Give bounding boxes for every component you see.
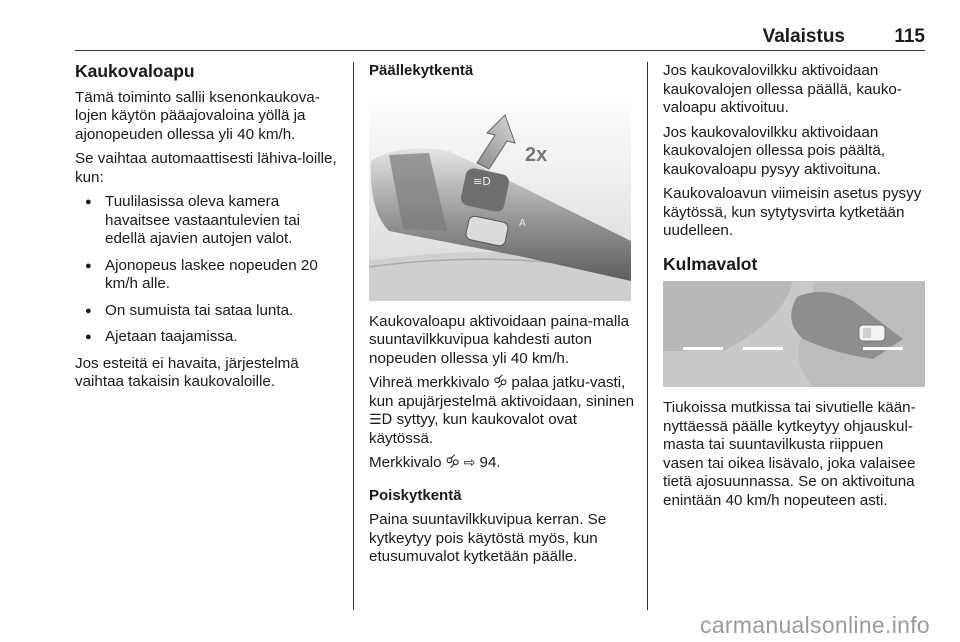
turn-signal-lever-image: [369, 91, 631, 301]
watermark-link[interactable]: carmanualsonline.info: [699, 612, 930, 638]
paragraph: Vihreä merkkivalo 🝰 palaa jatku-vasti, kun apujärjestelmä aktivoidaan, sininen ☰D syttyy, kun kaukovalot ovat käytössä.: [369, 374, 635, 447]
assist-lamp-icon: 🝰: [445, 455, 460, 471]
list-item: ● Ajetaan taajamissa.: [75, 328, 343, 347]
paragraph: Kaukovaloavun viimeisin asetus pysyy käytössä, kun sytytysvirta kytketään uudelleen.: [663, 185, 922, 239]
heading-paallekytkenta: Päällekytkentä: [369, 62, 474, 79]
list-item: ● Tuulilasissa oleva kamera havaitsee vastaantulevien tai edellä ajavien autojen valot.: [75, 193, 343, 249]
cornering-light-image: [663, 281, 925, 387]
column-3: [663, 62, 927, 516]
paragraph: Jos kaukovalovilkku aktivoidaan kaukovalojen ollessa pois päältä, kaukovaloapu pysyy aktivoituna.: [663, 123, 886, 178]
column-2: [369, 62, 635, 573]
svg-text:A: A: [519, 217, 526, 229]
svg-text:≡D: ≡D: [473, 174, 491, 188]
page-header: [75, 24, 925, 51]
list-item: ● Ajonopeus laskee nopeuden 20 km/h alle.: [75, 257, 343, 294]
heading-kaukovaloapu: Kaukovaloapu: [75, 61, 195, 81]
press-count-label: 2x: [525, 143, 548, 166]
heading-kulmavalot: Kulmavalot: [663, 253, 758, 274]
high-beam-icon: ☰D: [369, 412, 393, 428]
assist-lamp-icon: 🝰: [493, 375, 508, 391]
paragraph: Jos esteitä ei havaita, järjestelmä vaihtaa takaisin kaukovaloille.: [75, 354, 299, 390]
paragraph: Se vaihtaa automaattisesti lähiva-loille, kun:: [75, 150, 337, 186]
cornering-light-illustration: [663, 281, 925, 387]
condition-list: [75, 193, 343, 347]
list-item: ● On sumuista tai sataa lunta.: [75, 302, 343, 321]
heading-poiskytkenta: Poiskytkentä: [369, 486, 462, 504]
column-divider: [647, 62, 648, 610]
paragraph: Kaukovaloapu aktivoidaan paina-malla suuntavilkkuvipua kahdesti auton nopeuden ollessa yli 40 km/h.: [369, 312, 630, 367]
paragraph: Tämä toiminto sallii ksenonkaukova-lojen käytön pääajovaloina yöllä ja ajonopeuden ollessa yli 40 km/h.: [75, 88, 320, 143]
paragraph: Paina suuntavilkkuvipua kerran. Se kytkeytyy pois käytöstä myös, kun etusumuvalot kytketään päälle.: [369, 511, 607, 565]
paragraph: Tiukoissa mutkissa tai sivutielle kään-nyttäessä päälle kytkeytyy ohjauskul-masta tai suuntavilkusta riippuen vasen tai oikea lisävalo, joka valaisee tietä ajosuunnassa. Se on aktivoituna enintään 40 km/h nopeuteen asti.: [663, 399, 916, 509]
paragraph: Jos kaukovalovilkku aktivoidaan kaukovalojen ollessa päällä, kauko-valoapu aktivoituu.: [663, 62, 902, 116]
column-divider: [353, 62, 354, 610]
column-1: [75, 62, 343, 398]
paragraph: Merkkivalo 🝰 ⇨ 94.: [369, 454, 501, 471]
section-title: Valaistus: [762, 26, 845, 47]
lever-illustration: [369, 91, 631, 301]
page-number: 115: [894, 26, 925, 47]
page-reference-arrow-icon: ⇨: [463, 455, 476, 471]
page-reference: 94.: [479, 454, 501, 471]
